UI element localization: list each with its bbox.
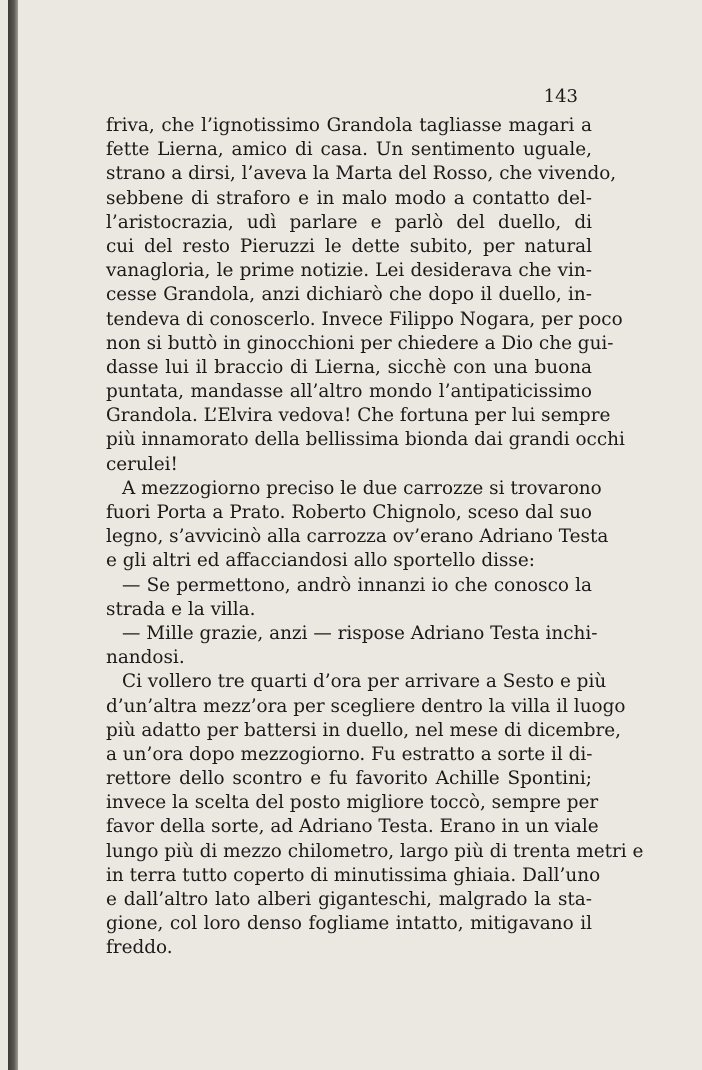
text-line: favor della sorte, ad Adriano Testa. Erano in un viale (106, 816, 599, 838)
text-line: più adatto per battersi in duello, nel mese di dicembre, (106, 719, 622, 741)
text-line: tendeva di conoscerlo. Invece Filippo Nogara, per poco (106, 308, 623, 330)
text-line: legno, s’avvicinò alla carrozza ov’erano Adriano Testa (106, 526, 609, 548)
text-line: l’aristocrazia, udì parlare e parlò del duello, di (106, 211, 592, 233)
text-line: non si buttò in ginocchioni per chiedere a Dio che gui- (106, 332, 614, 354)
text-line: dasse lui il braccio di Lierna, sicchè con una buona (106, 356, 592, 378)
text-line: e gli altri ed affacciandosi allo sportello disse: (106, 550, 535, 572)
text-line: fuori Porta a Prato. Roberto Chignolo, sceso dal suo (106, 502, 592, 523)
book-spine-shadow (8, 0, 18, 1070)
text-line: e dall’altro lato alberi giganteschi, malgrado la sta- (106, 889, 592, 910)
text-line: freddo. (106, 937, 173, 959)
text-line: nandosi. (106, 647, 185, 669)
text-line: A mezzogiorno preciso le due carrozze si trovarono (122, 477, 602, 499)
text-line: invece la scelta del posto migliore toccò, sempre per (106, 792, 599, 814)
text-line: lungo più di mezzo chilometro, largo più di trenta metri e (106, 840, 644, 862)
text-line: rettore dello scontro e fu favorito Achille Spontini; (106, 768, 592, 790)
text-line: — Se permettono, andrò innanzi io che conosco la (122, 574, 592, 596)
text-line: puntata, mandasse all’altro mondo l’antipaticissimo (106, 381, 592, 403)
text-line: cerulei! (106, 453, 178, 475)
body-text (106, 114, 644, 961)
text-line: fette Lierna, amico di casa. Un sentimento uguale, (106, 139, 592, 161)
text-line: gione, col loro denso fogliame intatto, mitigavano il (106, 913, 592, 935)
text-line: strano a dirsi, l’aveva la Marta del Rosso, che vivendo, (106, 163, 617, 185)
text-line: più innamorato della bellissima bionda dai grandi occhi (106, 429, 625, 451)
text-line: sebbene di straforo e in malo modo a contatto del- (106, 187, 592, 209)
text-line: Grandola. L’Elvira vedova! Che fortuna per lui sempre (106, 405, 611, 427)
text-line: strada e la villa. (106, 598, 256, 620)
text-line: a un’ora dopo mezzogiorno. Fu estratto a sorte il di- (106, 743, 593, 765)
text-line: — Mille grazie, anzi — rispose Adriano Testa inchi- (122, 622, 598, 644)
text-line: cui del resto Pieruzzi le dette subito, per natural (106, 235, 592, 257)
text-line: cesse Grandola, anzi dichiarò che dopo il duello, in- (106, 284, 592, 306)
text-line: Ci vollero tre quarti d’ora per arrivare a Sesto e più (122, 671, 607, 693)
text-line: friva, che l’ignotissimo Grandola tagliasse magari a (106, 115, 592, 136)
page-number: 143 (543, 86, 578, 107)
text-line: in terra tutto coperto di minutissima ghiaia. Dall’uno (106, 864, 601, 886)
text-line: vanagloria, le prime notizie. Lei desiderava che vin- (106, 260, 592, 282)
text-line: d’un’altra mezz’ora per scegliere dentro la villa il luogo (106, 695, 626, 717)
